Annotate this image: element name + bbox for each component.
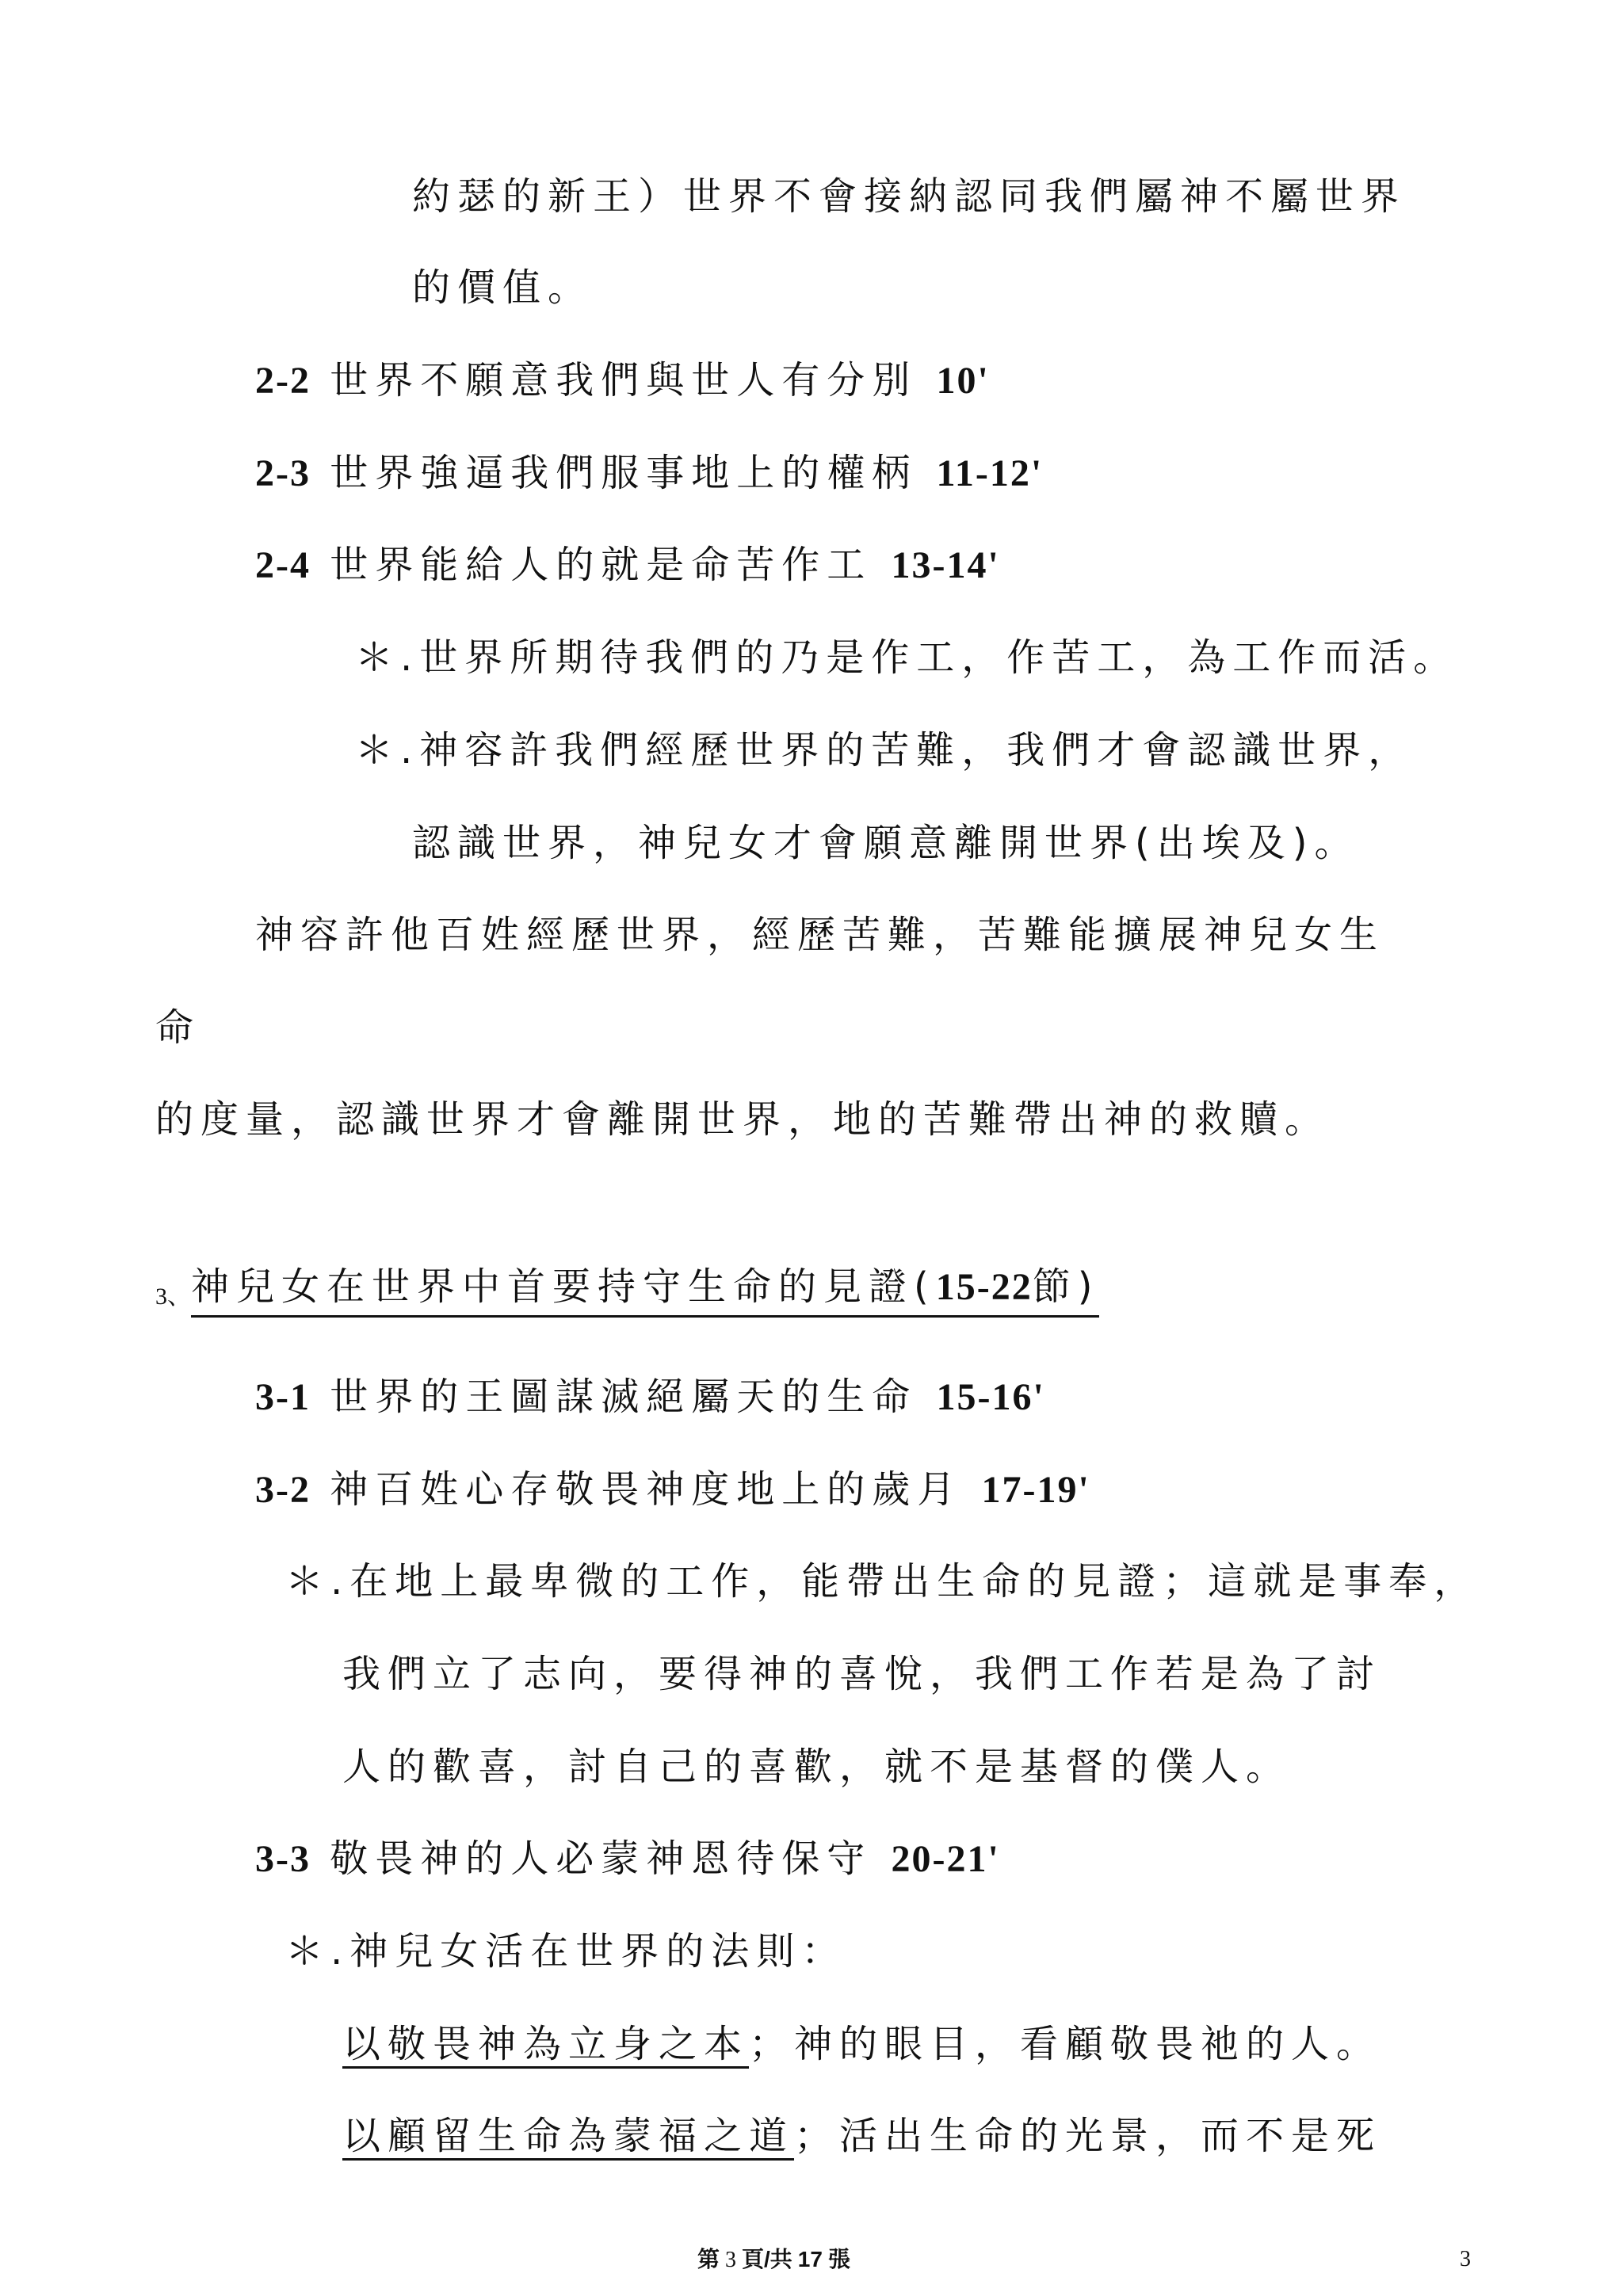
principle-rest: ；神的眼目，看顧敬畏祂的人。 <box>749 2022 1382 2066</box>
verse-ref: 10' <box>936 360 990 402</box>
item-number: 3-1 <box>255 1376 311 1418</box>
text-line: 認識世界，神兒女才會願意離開世界(出埃及)。 <box>412 821 1360 865</box>
page-counter: 第 3 頁/共 17 張 <box>697 2247 850 2272</box>
verse-ref: 20-21' <box>891 1838 1000 1880</box>
text-line: 約瑟的新王）世界不會接納認同我們屬神不屬世界 <box>412 174 1407 219</box>
verse-ref: 15-16' <box>936 1376 1045 1418</box>
list-item <box>255 1373 1045 1421</box>
principle-line <box>342 2020 1381 2068</box>
text-line: 人的歡喜，討自己的喜歡，就不是基督的僕人。 <box>342 1745 1292 1789</box>
text-line: 我們立了志向，要得神的喜悅，我們工作若是為了討 <box>342 1652 1382 1696</box>
verse-ref: 13-14' <box>891 544 1000 586</box>
item-number: 2-2 <box>255 360 311 402</box>
list-item <box>255 357 990 405</box>
bullet-line: ＊.世界所期待我們的乃是作工，作苦工，為工作而活。 <box>355 635 1459 680</box>
list-item <box>255 1835 1000 1883</box>
list-item <box>255 449 1043 498</box>
section-heading <box>155 1263 1099 1321</box>
item-text: 世界能給人的就是命苦作工 <box>330 543 873 587</box>
paragraph-line: 命 <box>155 1005 201 1050</box>
item-text: 世界的王圖謀滅絕屬天的生命 <box>330 1375 918 1419</box>
principle-line <box>342 2112 1381 2160</box>
item-number: 3-3 <box>255 1838 311 1880</box>
item-number: 3-2 <box>255 1469 311 1511</box>
underlined-phrase: 以顧留生命為蒙福之道 <box>342 2114 795 2158</box>
bullet-line: ＊.在地上最卑微的工作，能帶出生命的見證；這就是事奉， <box>285 1559 1480 1604</box>
verse-ref: 17-19' <box>981 1469 1090 1511</box>
text-line: 的價值。 <box>412 265 594 310</box>
section-index: 3、 <box>155 1283 191 1310</box>
paragraph-line: 的度量，認識世界才會離開世界，地的苦難帶出神的救贖。 <box>155 1097 1331 1142</box>
paragraph-line: 神容許他百姓經歷世界，經歷苦難，苦難能擴展神兒女生 <box>255 913 1385 957</box>
item-text: 世界不願意我們與世人有分別 <box>330 358 918 402</box>
list-item <box>255 1466 1090 1514</box>
item-text: 世界強逼我們服事地上的權柄 <box>330 451 918 495</box>
section-title: 神兒女在世界中首要持守生命的見證(15-22節) <box>191 1264 1099 1318</box>
bullet-line: ＊.神容許我們經歷世界的苦難，我們才會認識世界， <box>355 728 1414 772</box>
underlined-phrase: 以敬畏神為立身之本 <box>342 2022 750 2066</box>
list-item <box>255 541 1000 589</box>
principle-rest: ；活出生命的光景，而不是死 <box>794 2114 1382 2158</box>
item-number: 2-3 <box>255 452 311 494</box>
page-footer <box>0 2244 1623 2275</box>
item-number: 2-4 <box>255 544 311 586</box>
verse-ref: 11-12' <box>936 452 1044 494</box>
page-number: 3 <box>1460 2247 1471 2271</box>
item-text: 敬畏神的人必蒙神恩待保守 <box>330 1836 873 1881</box>
item-text: 神百姓心存敬畏神度地上的歲月 <box>330 1467 963 1512</box>
bullet-line: ＊.神兒女活在世界的法則： <box>285 1929 847 1974</box>
